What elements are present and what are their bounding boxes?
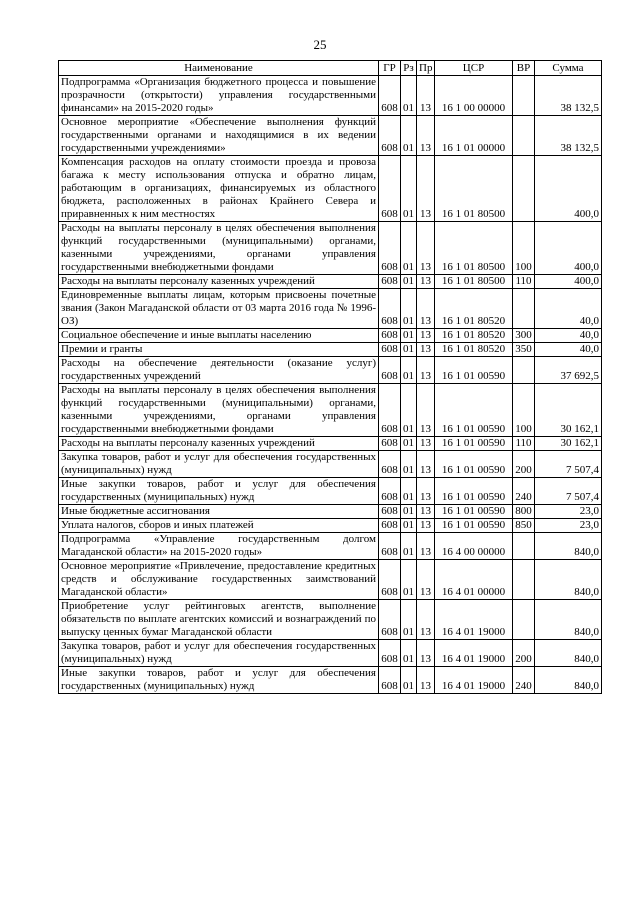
cell-vr: 100 [513, 222, 535, 275]
cell-name: Расходы на выплаты персоналу в целях обеспечения выполнения функций государственными (муниципальными) органами, казенными учреждениями, органами управления государственными внебюджетными фондами [59, 384, 379, 437]
cell-gr: 608 [379, 478, 401, 505]
cell-csr: 16 1 01 00590 [435, 505, 513, 519]
cell-pr: 13 [417, 343, 435, 357]
table-row [59, 76, 602, 116]
cell-sum: 38 132,5 [535, 116, 602, 156]
cell-gr: 608 [379, 384, 401, 437]
cell-csr: 16 1 01 80500 [435, 156, 513, 222]
header-gr: ГР [379, 61, 401, 76]
table-row [59, 478, 602, 505]
cell-vr: 240 [513, 667, 535, 694]
cell-vr: 800 [513, 505, 535, 519]
cell-vr [513, 156, 535, 222]
cell-rz: 01 [401, 667, 417, 694]
table-row [59, 384, 602, 437]
cell-gr: 608 [379, 560, 401, 600]
table-body [59, 76, 602, 694]
cell-gr: 608 [379, 343, 401, 357]
cell-csr: 16 1 01 80500 [435, 222, 513, 275]
page-number: 25 [313, 37, 327, 52]
header-csr: ЦСР [435, 61, 513, 76]
cell-rz: 01 [401, 437, 417, 451]
cell-name: Основное мероприятие «Обеспечение выполнения функций государственными органами и находящимися в их ведении государственными учреждениями» [59, 116, 379, 156]
cell-name: Подпрограмма «Организация бюджетного процесса и повышение прозрачности (открытости) управления государственными финансами» на 2015-2020 годы» [59, 76, 379, 116]
cell-vr: 110 [513, 275, 535, 289]
cell-sum: 40,0 [535, 289, 602, 329]
cell-rz: 01 [401, 357, 417, 384]
table-row [59, 343, 602, 357]
cell-csr: 16 1 01 00000 [435, 116, 513, 156]
cell-sum: 400,0 [535, 222, 602, 275]
cell-sum: 30 162,1 [535, 437, 602, 451]
cell-sum: 840,0 [535, 600, 602, 640]
cell-name: Закупка товаров, работ и услуг для обеспечения государственных (муниципальных) нужд [59, 451, 379, 478]
cell-sum: 840,0 [535, 533, 602, 560]
cell-pr: 13 [417, 519, 435, 533]
cell-vr: 850 [513, 519, 535, 533]
cell-pr: 13 [417, 156, 435, 222]
table-row [59, 275, 602, 289]
cell-name: Расходы на выплаты персоналу казенных учреждений [59, 437, 379, 451]
cell-gr: 608 [379, 275, 401, 289]
cell-gr: 608 [379, 156, 401, 222]
cell-name: Иные закупки товаров, работ и услуг для обеспечения государственных (муниципальных) нужд [59, 478, 379, 505]
cell-name: Подпрограмма «Управление государственным долгом Магаданской области» на 2015-2020 годы» [59, 533, 379, 560]
cell-name: Единовременные выплаты лицам, которым присвоены почетные звания (Закон Магаданской области от 03 марта 2016 года № 1996-ОЗ) [59, 289, 379, 329]
header-name: Наименование [59, 61, 379, 76]
cell-sum: 40,0 [535, 343, 602, 357]
cell-vr: 350 [513, 343, 535, 357]
cell-csr: 16 1 01 00590 [435, 478, 513, 505]
cell-pr: 13 [417, 505, 435, 519]
table-row [59, 289, 602, 329]
cell-pr: 13 [417, 222, 435, 275]
cell-csr: 16 4 01 00000 [435, 560, 513, 600]
cell-gr: 608 [379, 600, 401, 640]
table-row [59, 357, 602, 384]
cell-pr: 13 [417, 600, 435, 640]
cell-gr: 608 [379, 222, 401, 275]
cell-vr: 240 [513, 478, 535, 505]
cell-name: Компенсация расходов на оплату стоимости проезда и провоза багажа к месту использования отпуска и обратно лицам, работающим в организациях, финансируемых из областного бюджета, расположенных в районах Крайнего Севера и приравненных к ним местностях [59, 156, 379, 222]
header-pr: Пр [417, 61, 435, 76]
cell-rz: 01 [401, 222, 417, 275]
cell-sum: 30 162,1 [535, 384, 602, 437]
cell-csr: 16 1 01 00590 [435, 519, 513, 533]
cell-name: Иные бюджетные ассигнования [59, 505, 379, 519]
cell-gr: 608 [379, 116, 401, 156]
cell-rz: 01 [401, 505, 417, 519]
table-row [59, 437, 602, 451]
cell-rz: 01 [401, 275, 417, 289]
cell-gr: 608 [379, 76, 401, 116]
table-row [59, 451, 602, 478]
budget-table [58, 60, 602, 694]
cell-pr: 13 [417, 76, 435, 116]
table-row [59, 519, 602, 533]
cell-sum: 7 507,4 [535, 478, 602, 505]
cell-pr: 13 [417, 275, 435, 289]
cell-csr: 16 4 01 19000 [435, 667, 513, 694]
cell-sum: 840,0 [535, 560, 602, 600]
cell-sum: 37 692,5 [535, 357, 602, 384]
table-row [59, 329, 602, 343]
cell-csr: 16 1 01 00590 [435, 437, 513, 451]
table-row [59, 667, 602, 694]
cell-vr [513, 116, 535, 156]
table-row [59, 560, 602, 600]
cell-name: Иные закупки товаров, работ и услуг для обеспечения государственных (муниципальных) нужд [59, 667, 379, 694]
cell-vr [513, 600, 535, 640]
table-row [59, 533, 602, 560]
cell-name: Закупка товаров, работ и услуг для обеспечения государственных (муниципальных) нужд [59, 640, 379, 667]
cell-rz: 01 [401, 116, 417, 156]
cell-rz: 01 [401, 329, 417, 343]
cell-pr: 13 [417, 357, 435, 384]
cell-sum: 23,0 [535, 505, 602, 519]
table-row [59, 156, 602, 222]
header-sum: Сумма [535, 61, 602, 76]
cell-name: Уплата налогов, сборов и иных платежей [59, 519, 379, 533]
cell-sum: 7 507,4 [535, 451, 602, 478]
cell-sum: 840,0 [535, 640, 602, 667]
cell-vr: 100 [513, 384, 535, 437]
cell-rz: 01 [401, 289, 417, 329]
cell-pr: 13 [417, 451, 435, 478]
cell-csr: 16 1 01 00590 [435, 357, 513, 384]
cell-rz: 01 [401, 76, 417, 116]
cell-vr [513, 76, 535, 116]
cell-vr: 300 [513, 329, 535, 343]
cell-rz: 01 [401, 343, 417, 357]
cell-pr: 13 [417, 384, 435, 437]
cell-csr: 16 1 00 00000 [435, 76, 513, 116]
cell-csr: 16 1 01 80520 [435, 329, 513, 343]
cell-pr: 13 [417, 437, 435, 451]
cell-vr: 110 [513, 437, 535, 451]
cell-name: Расходы на выплаты персоналу казенных учреждений [59, 275, 379, 289]
cell-gr: 608 [379, 505, 401, 519]
cell-pr: 13 [417, 560, 435, 600]
cell-vr: 200 [513, 451, 535, 478]
cell-csr: 16 4 00 00000 [435, 533, 513, 560]
cell-vr [513, 357, 535, 384]
cell-csr: 16 4 01 19000 [435, 600, 513, 640]
table-row [59, 640, 602, 667]
cell-gr: 608 [379, 289, 401, 329]
cell-rz: 01 [401, 519, 417, 533]
cell-gr: 608 [379, 357, 401, 384]
cell-csr: 16 1 01 80520 [435, 289, 513, 329]
cell-vr [513, 560, 535, 600]
table-row [59, 222, 602, 275]
cell-rz: 01 [401, 478, 417, 505]
cell-csr: 16 1 01 00590 [435, 384, 513, 437]
table-row [59, 116, 602, 156]
cell-vr: 200 [513, 640, 535, 667]
cell-pr: 13 [417, 640, 435, 667]
cell-name: Приобретение услуг рейтинговых агентств, выполнение обязательств по выплате агентских комиссий и вознаграждений по выпуску ценных бумаг Магаданской области [59, 600, 379, 640]
cell-gr: 608 [379, 667, 401, 694]
cell-rz: 01 [401, 156, 417, 222]
cell-rz: 01 [401, 384, 417, 437]
cell-gr: 608 [379, 533, 401, 560]
cell-gr: 608 [379, 329, 401, 343]
cell-pr: 13 [417, 478, 435, 505]
cell-sum: 400,0 [535, 156, 602, 222]
cell-name: Социальное обеспечение и иные выплаты населению [59, 329, 379, 343]
cell-name: Основное мероприятие «Привлечение, предоставление кредитных средств и обслуживание государственных заимствований Магаданской области» [59, 560, 379, 600]
cell-gr: 608 [379, 451, 401, 478]
cell-name: Премии и гранты [59, 343, 379, 357]
cell-pr: 13 [417, 116, 435, 156]
cell-pr: 13 [417, 533, 435, 560]
cell-gr: 608 [379, 519, 401, 533]
cell-sum: 23,0 [535, 519, 602, 533]
cell-csr: 16 1 01 80500 [435, 275, 513, 289]
cell-pr: 13 [417, 329, 435, 343]
cell-csr: 16 4 01 19000 [435, 640, 513, 667]
cell-rz: 01 [401, 451, 417, 478]
table-header [59, 61, 602, 76]
cell-gr: 608 [379, 437, 401, 451]
header-vr: ВР [513, 61, 535, 76]
cell-sum: 40,0 [535, 329, 602, 343]
table-row [59, 505, 602, 519]
cell-csr: 16 1 01 00590 [435, 451, 513, 478]
cell-csr: 16 1 01 80520 [435, 343, 513, 357]
cell-vr [513, 533, 535, 560]
cell-rz: 01 [401, 640, 417, 667]
cell-vr [513, 289, 535, 329]
cell-sum: 840,0 [535, 667, 602, 694]
table-row [59, 600, 602, 640]
cell-rz: 01 [401, 560, 417, 600]
cell-sum: 38 132,5 [535, 76, 602, 116]
cell-rz: 01 [401, 533, 417, 560]
cell-name: Расходы на обеспечение деятельности (оказание услуг) государственных учреждений [59, 357, 379, 384]
cell-sum: 400,0 [535, 275, 602, 289]
cell-gr: 608 [379, 640, 401, 667]
cell-rz: 01 [401, 600, 417, 640]
cell-pr: 13 [417, 289, 435, 329]
header-rz: Рз [401, 61, 417, 76]
cell-pr: 13 [417, 667, 435, 694]
cell-name: Расходы на выплаты персоналу в целях обеспечения выполнения функций государственными (муниципальными) органами, казенными учреждениями, органами управления государственными внебюджетными фондами [59, 222, 379, 275]
